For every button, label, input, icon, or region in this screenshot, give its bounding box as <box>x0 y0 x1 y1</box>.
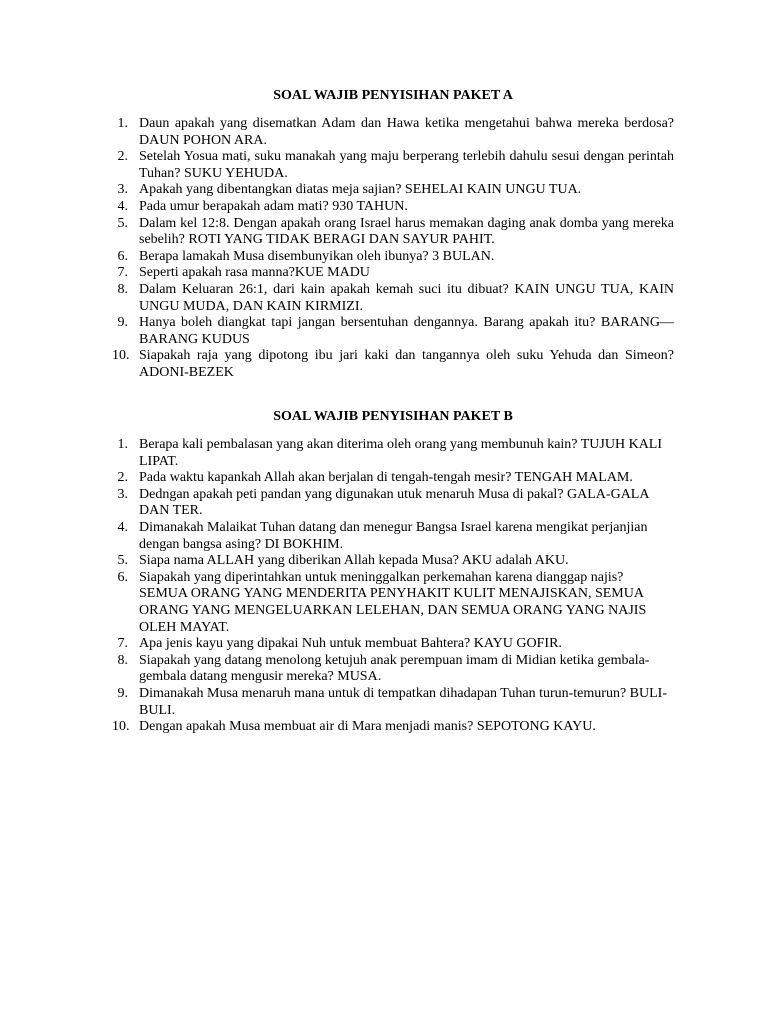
question-text: Siapa nama ALLAH yang diberikan Allah kepada Musa? AKU adalah AKU. <box>139 553 569 569</box>
question-item <box>112 686 674 719</box>
question-number: 1 . <box>112 116 128 133</box>
question-number: 10 . <box>112 348 128 365</box>
question-number: 4 . <box>112 520 128 537</box>
question-text: Berapa lamakah Musa disembunyikan oleh ibunya? 3 BULAN. <box>139 248 495 264</box>
section-paket-a <box>112 87 674 382</box>
question-number: 9 . <box>112 315 128 332</box>
question-item <box>112 199 674 216</box>
question-text: Siapakah raja yang dipotong ibu jari kaki dan tangannya oleh suku Yehuda dan Simeon? ADONI-BEZEK <box>139 348 674 380</box>
section-paket-b <box>112 408 674 736</box>
question-number: 5 . <box>112 216 128 233</box>
question-item <box>112 216 674 249</box>
question-text: Dalam Keluaran 26:1, dari kain apakah kemah suci itu dibuat? KAIN UNGU TUA, KAIN UNGU MUDA, DAN KAIN KIRMIZI. <box>139 281 674 314</box>
question-item <box>112 282 674 315</box>
question-list-paket-a <box>112 116 674 382</box>
question-text: Dalam kel 12:8. Dengan apakah orang Israel harus memakan daging anak domba yang mereka sebelih? ROTI YANG TIDAK BERAGI DAN SAYUR PAHIT. <box>139 215 674 248</box>
question-item <box>112 149 674 182</box>
question-number: 1 . <box>112 437 128 454</box>
question-text: Daun apakah yang disematkan Adam dan Hawa ketika mengetahui bahwa mereka berdosa? DAUN POHON ARA. <box>139 116 674 148</box>
question-item <box>112 470 674 487</box>
question-number: 6 . <box>112 249 128 266</box>
question-item <box>112 437 674 470</box>
question-number: 8 . <box>112 282 128 299</box>
question-text: Berapa kali pembalasan yang akan diterima oleh orang yang membunuh kain? TUJUH KALI LIPAT. <box>139 437 663 469</box>
question-item <box>112 116 674 149</box>
question-item <box>112 553 674 570</box>
question-number: 2 . <box>112 470 128 487</box>
question-item <box>112 719 674 736</box>
question-number: 3 . <box>112 487 128 504</box>
question-text: Siapakah yang datang menolong ketujuh anak perempuan imam di Midian ketika gembala-gembala datang mengusir mereka? MUSA. <box>139 652 650 685</box>
question-item <box>112 249 674 266</box>
question-number: 8 . <box>112 653 128 670</box>
question-text: Pada umur berapakah adam mati? 930 TAHUN. <box>139 198 408 214</box>
question-text: Apakah yang dibentangkan diatas meja sajian? SEHELAI KAIN UNGU TUA. <box>139 182 582 198</box>
question-item <box>112 520 674 553</box>
question-text: Siapakah yang diperintahkan untuk meninggalkan perkemahan karena dianggap najis? SEMUA ORANG YANG MENDERITA PENYHAKIT KULIT MENAJISKAN, SEMUA ORANG YANG MENGELUARKAN LELEHAN, DAN SEMUA ORANG YANG NAJIS OLEH MAYAT. <box>139 569 647 635</box>
question-item <box>112 348 674 381</box>
question-item <box>112 315 674 348</box>
question-number: 9 . <box>112 686 128 703</box>
question-number: 7 . <box>112 265 128 282</box>
question-text: Hanya boleh diangkat tapi jangan bersentuhan dengannya. Barang apakah itu? BARANG—BARANG KUDUS <box>139 315 674 347</box>
question-text: Dimanakah Musa menaruh mana untuk di tempatkan dihadapan Tuhan turun-temurun? BULI-BULI. <box>139 685 667 718</box>
question-text: Apa jenis kayu yang dipakai Nuh untuk membuat Bahtera? KAYU GOFIR. <box>139 636 562 652</box>
question-number: 10 . <box>112 719 128 736</box>
question-item <box>112 653 674 686</box>
question-text: Seperti apakah rasa manna?KUE MADU <box>139 265 370 281</box>
question-number: 4 . <box>112 199 128 216</box>
question-item <box>112 570 674 636</box>
question-item <box>112 182 674 199</box>
question-text: Dedngan apakah peti pandan yang digunakan utuk menaruh Musa di pakal? GALA-GALA DAN TER. <box>139 486 649 519</box>
question-text: Dimanakah Malaikat Tuhan datang dan menegur Bangsa Israel karena mengikat perjanjian dengan bangsa asing? DI BOKHIM. <box>139 519 648 552</box>
question-text: Setelah Yosua mati, suku manakah yang maju berperang terlebih dahulu sesui dengan perintah Tuhan? SUKU YEHUDA. <box>139 149 674 181</box>
question-text: Dengan apakah Musa membuat air di Mara menjadi manis? SEPOTONG KAYU. <box>139 719 596 735</box>
question-number: 6 . <box>112 570 128 587</box>
question-number: 7 . <box>112 636 128 653</box>
question-item <box>112 487 674 520</box>
section-title-paket-b: SOAL WAJIB PENYISIHAN PAKET B <box>273 409 513 424</box>
question-number: 2 . <box>112 149 128 166</box>
section-title-paket-a: SOAL WAJIB PENYISIHAN PAKET A <box>273 88 513 103</box>
question-item <box>112 636 674 653</box>
question-text: Pada waktu kapankah Allah akan berjalan di tengah-tengah mesir? TENGAH MALAM. <box>139 470 633 486</box>
question-number: 5 . <box>112 553 128 570</box>
question-item <box>112 265 674 282</box>
question-list-paket-b <box>112 437 674 736</box>
question-number: 3 . <box>112 182 128 199</box>
